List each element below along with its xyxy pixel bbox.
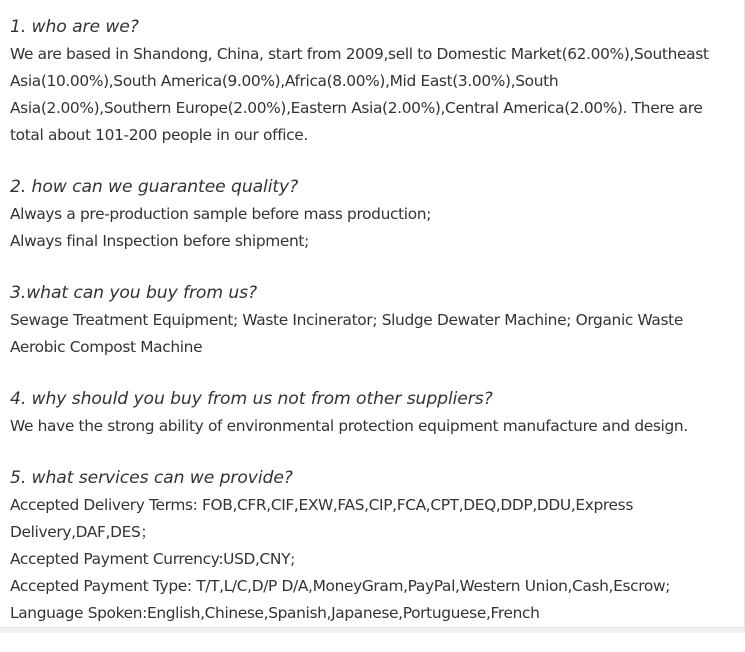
bottom-divider — [0, 628, 745, 633]
faq-section-services — [10, 465, 744, 627]
faq-question: 5. what services can we provide? — [10, 468, 293, 488]
faq-answer-line: Accepted Payment Currency:USD,CNY; — [10, 550, 295, 568]
faq-answer-line: We are based in Shandong, China, start from 2009,sell to Domestic Market(62.00%),Southeast — [10, 45, 709, 63]
faq-section-who-are-we — [10, 14, 744, 149]
faq-answer-line: total about 101-200 people in our office. — [10, 126, 308, 144]
faq-question: 1. who are we? — [10, 17, 139, 37]
faq-answer-line: Aerobic Compost Machine — [10, 338, 203, 356]
faq-answer-line: Asia(10.00%),South America(9.00%),Africa(8.00%),Mid East(3.00%),South — [10, 72, 559, 90]
faq-question: 2. how can we guarantee quality? — [10, 177, 299, 197]
faq-question: 4. why should you buy from us not from other suppliers? — [10, 389, 493, 409]
faq-question: 3.what can you buy from us? — [10, 283, 258, 303]
faq-content — [10, 14, 744, 652]
faq-section-why-us — [10, 386, 744, 440]
faq-answer-line: Always final Inspection before shipment; — [10, 232, 309, 250]
faq-answer-line: Sewage Treatment Equipment; Waste Incinerator; Sludge Dewater Machine; Organic Waste — [10, 311, 683, 329]
faq-answer-line: Accepted Payment Type: T/T,L/C,D/P D/A,MoneyGram,PayPal,Western Union,Cash,Escrow; — [10, 577, 671, 595]
faq-answer-line: We have the strong ability of environmental protection equipment manufacture and design. — [10, 417, 688, 435]
faq-section-products — [10, 280, 744, 361]
faq-answer-line: Asia(2.00%),Southern Europe(2.00%),Eastern Asia(2.00%),Central America(2.00%). There are — [10, 99, 703, 117]
faq-answer-line: Language Spoken:English,Chinese,Spanish,Japanese,Portuguese,French — [10, 604, 540, 622]
faq-answer-line: Always a pre-production sample before mass production; — [10, 205, 432, 223]
faq-section-quality — [10, 174, 744, 255]
faq-answer-line: Delivery,DAF,DES； — [10, 523, 156, 541]
faq-answer-line: Accepted Delivery Terms: FOB,CFR,CIF,EXW,FAS,CIP,FCA,CPT,DEQ,DDP,DDU,Express — [10, 496, 634, 514]
